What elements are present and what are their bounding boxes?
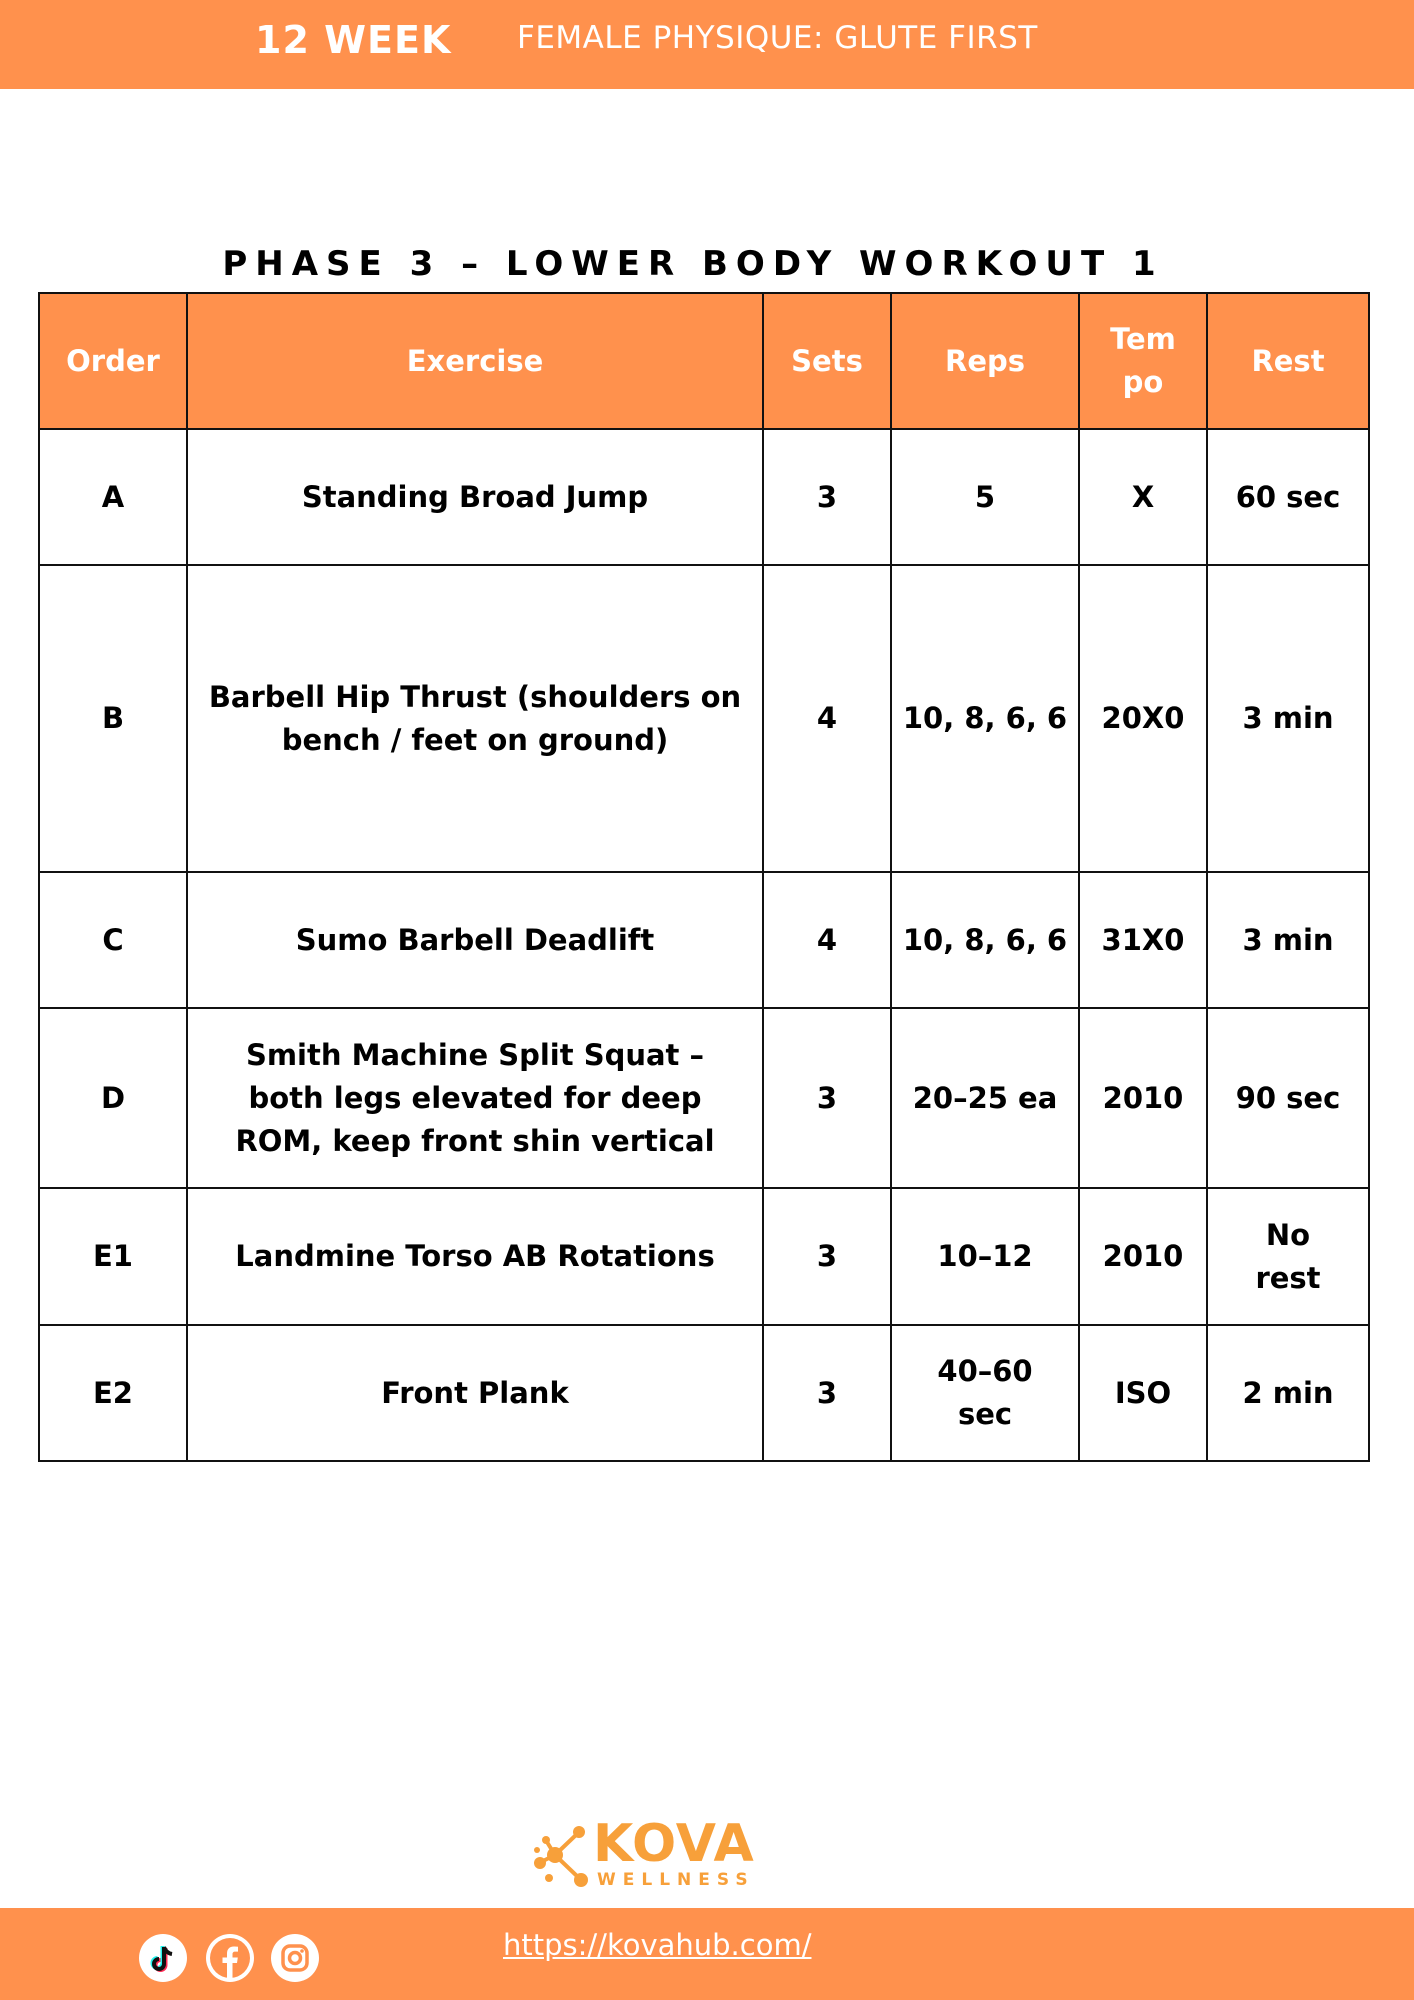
- column-header-rest: Rest: [1207, 293, 1369, 429]
- table-row: [39, 1188, 1369, 1325]
- rest-cell: 3 min: [1207, 565, 1369, 872]
- column-header-sets: Sets: [763, 293, 891, 429]
- order-cell: B: [39, 565, 187, 872]
- tempo-cell: ISO: [1079, 1325, 1207, 1461]
- facebook-icon[interactable]: [206, 1934, 254, 1982]
- reps-cell: 20–25 ea: [891, 1008, 1079, 1188]
- sets-cell: 3: [763, 429, 891, 565]
- exercise-cell: Smith Machine Split Squat – both legs elevated for deep ROM, keep front shin vertical: [187, 1008, 763, 1188]
- instagram-icon[interactable]: [271, 1934, 319, 1982]
- website-link[interactable]: https://kovahub.com/: [503, 1928, 812, 1962]
- tempo-cell: X: [1079, 429, 1207, 565]
- tempo-cell: 2010: [1079, 1188, 1207, 1325]
- program-title: FEMALE PHYSIQUE: GLUTE FIRST: [517, 20, 1038, 56]
- tempo-cell: 31X0: [1079, 872, 1207, 1008]
- logo-tagline: WELLNESS: [597, 1870, 755, 1890]
- tempo-cell: 2010: [1079, 1008, 1207, 1188]
- page-title: PHASE 3 – LOWER BODY WORKOUT 1: [222, 244, 1164, 284]
- reps-cell: 10, 8, 6, 6: [891, 872, 1079, 1008]
- rest-cell: 90 sec: [1207, 1008, 1369, 1188]
- sets-cell: 4: [763, 565, 891, 872]
- week-label: 12 WEEK: [255, 18, 452, 62]
- table-row: [39, 872, 1369, 1008]
- header-bar: [0, 0, 1414, 89]
- sets-cell: 3: [763, 1008, 891, 1188]
- tempo-cell: 20X0: [1079, 565, 1207, 872]
- order-cell: E2: [39, 1325, 187, 1461]
- column-header-reps: Reps: [891, 293, 1079, 429]
- exercise-cell: Sumo Barbell Deadlift: [187, 872, 763, 1008]
- table-row: [39, 1325, 1369, 1461]
- table-header-row: [39, 293, 1369, 429]
- kova-logo-mark-icon: [533, 1822, 593, 1888]
- table-row: [39, 1008, 1369, 1188]
- kova-logo: [533, 1814, 763, 1892]
- rest-cell: 60 sec: [1207, 429, 1369, 565]
- rest-cell: 3 min: [1207, 872, 1369, 1008]
- column-header-order: Order: [39, 293, 187, 429]
- sets-cell: 3: [763, 1188, 891, 1325]
- column-header-tempo: Tem po: [1079, 293, 1207, 429]
- logo-name: KOVA: [593, 1814, 755, 1874]
- order-cell: D: [39, 1008, 187, 1188]
- rest-cell: No rest: [1207, 1188, 1369, 1325]
- table-row: [39, 429, 1369, 565]
- order-cell: C: [39, 872, 187, 1008]
- footer-bar: [0, 1908, 1414, 2000]
- exercise-cell: Barbell Hip Thrust (shoulders on bench / feet on ground): [187, 565, 763, 872]
- exercise-cell: Front Plank: [187, 1325, 763, 1461]
- order-cell: E1: [39, 1188, 187, 1325]
- tiktok-icon[interactable]: [139, 1934, 187, 1982]
- sets-cell: 3: [763, 1325, 891, 1461]
- exercise-cell: Landmine Torso AB Rotations: [187, 1188, 763, 1325]
- order-cell: A: [39, 429, 187, 565]
- reps-cell: 10, 8, 6, 6: [891, 565, 1079, 872]
- exercise-cell: Standing Broad Jump: [187, 429, 763, 565]
- reps-cell: 40–60 sec: [891, 1325, 1079, 1461]
- workout-table: [38, 292, 1370, 1462]
- sets-cell: 4: [763, 872, 891, 1008]
- table-row: [39, 565, 1369, 872]
- reps-cell: 5: [891, 429, 1079, 565]
- rest-cell: 2 min: [1207, 1325, 1369, 1461]
- reps-cell: 10–12: [891, 1188, 1079, 1325]
- column-header-exercise: Exercise: [187, 293, 763, 429]
